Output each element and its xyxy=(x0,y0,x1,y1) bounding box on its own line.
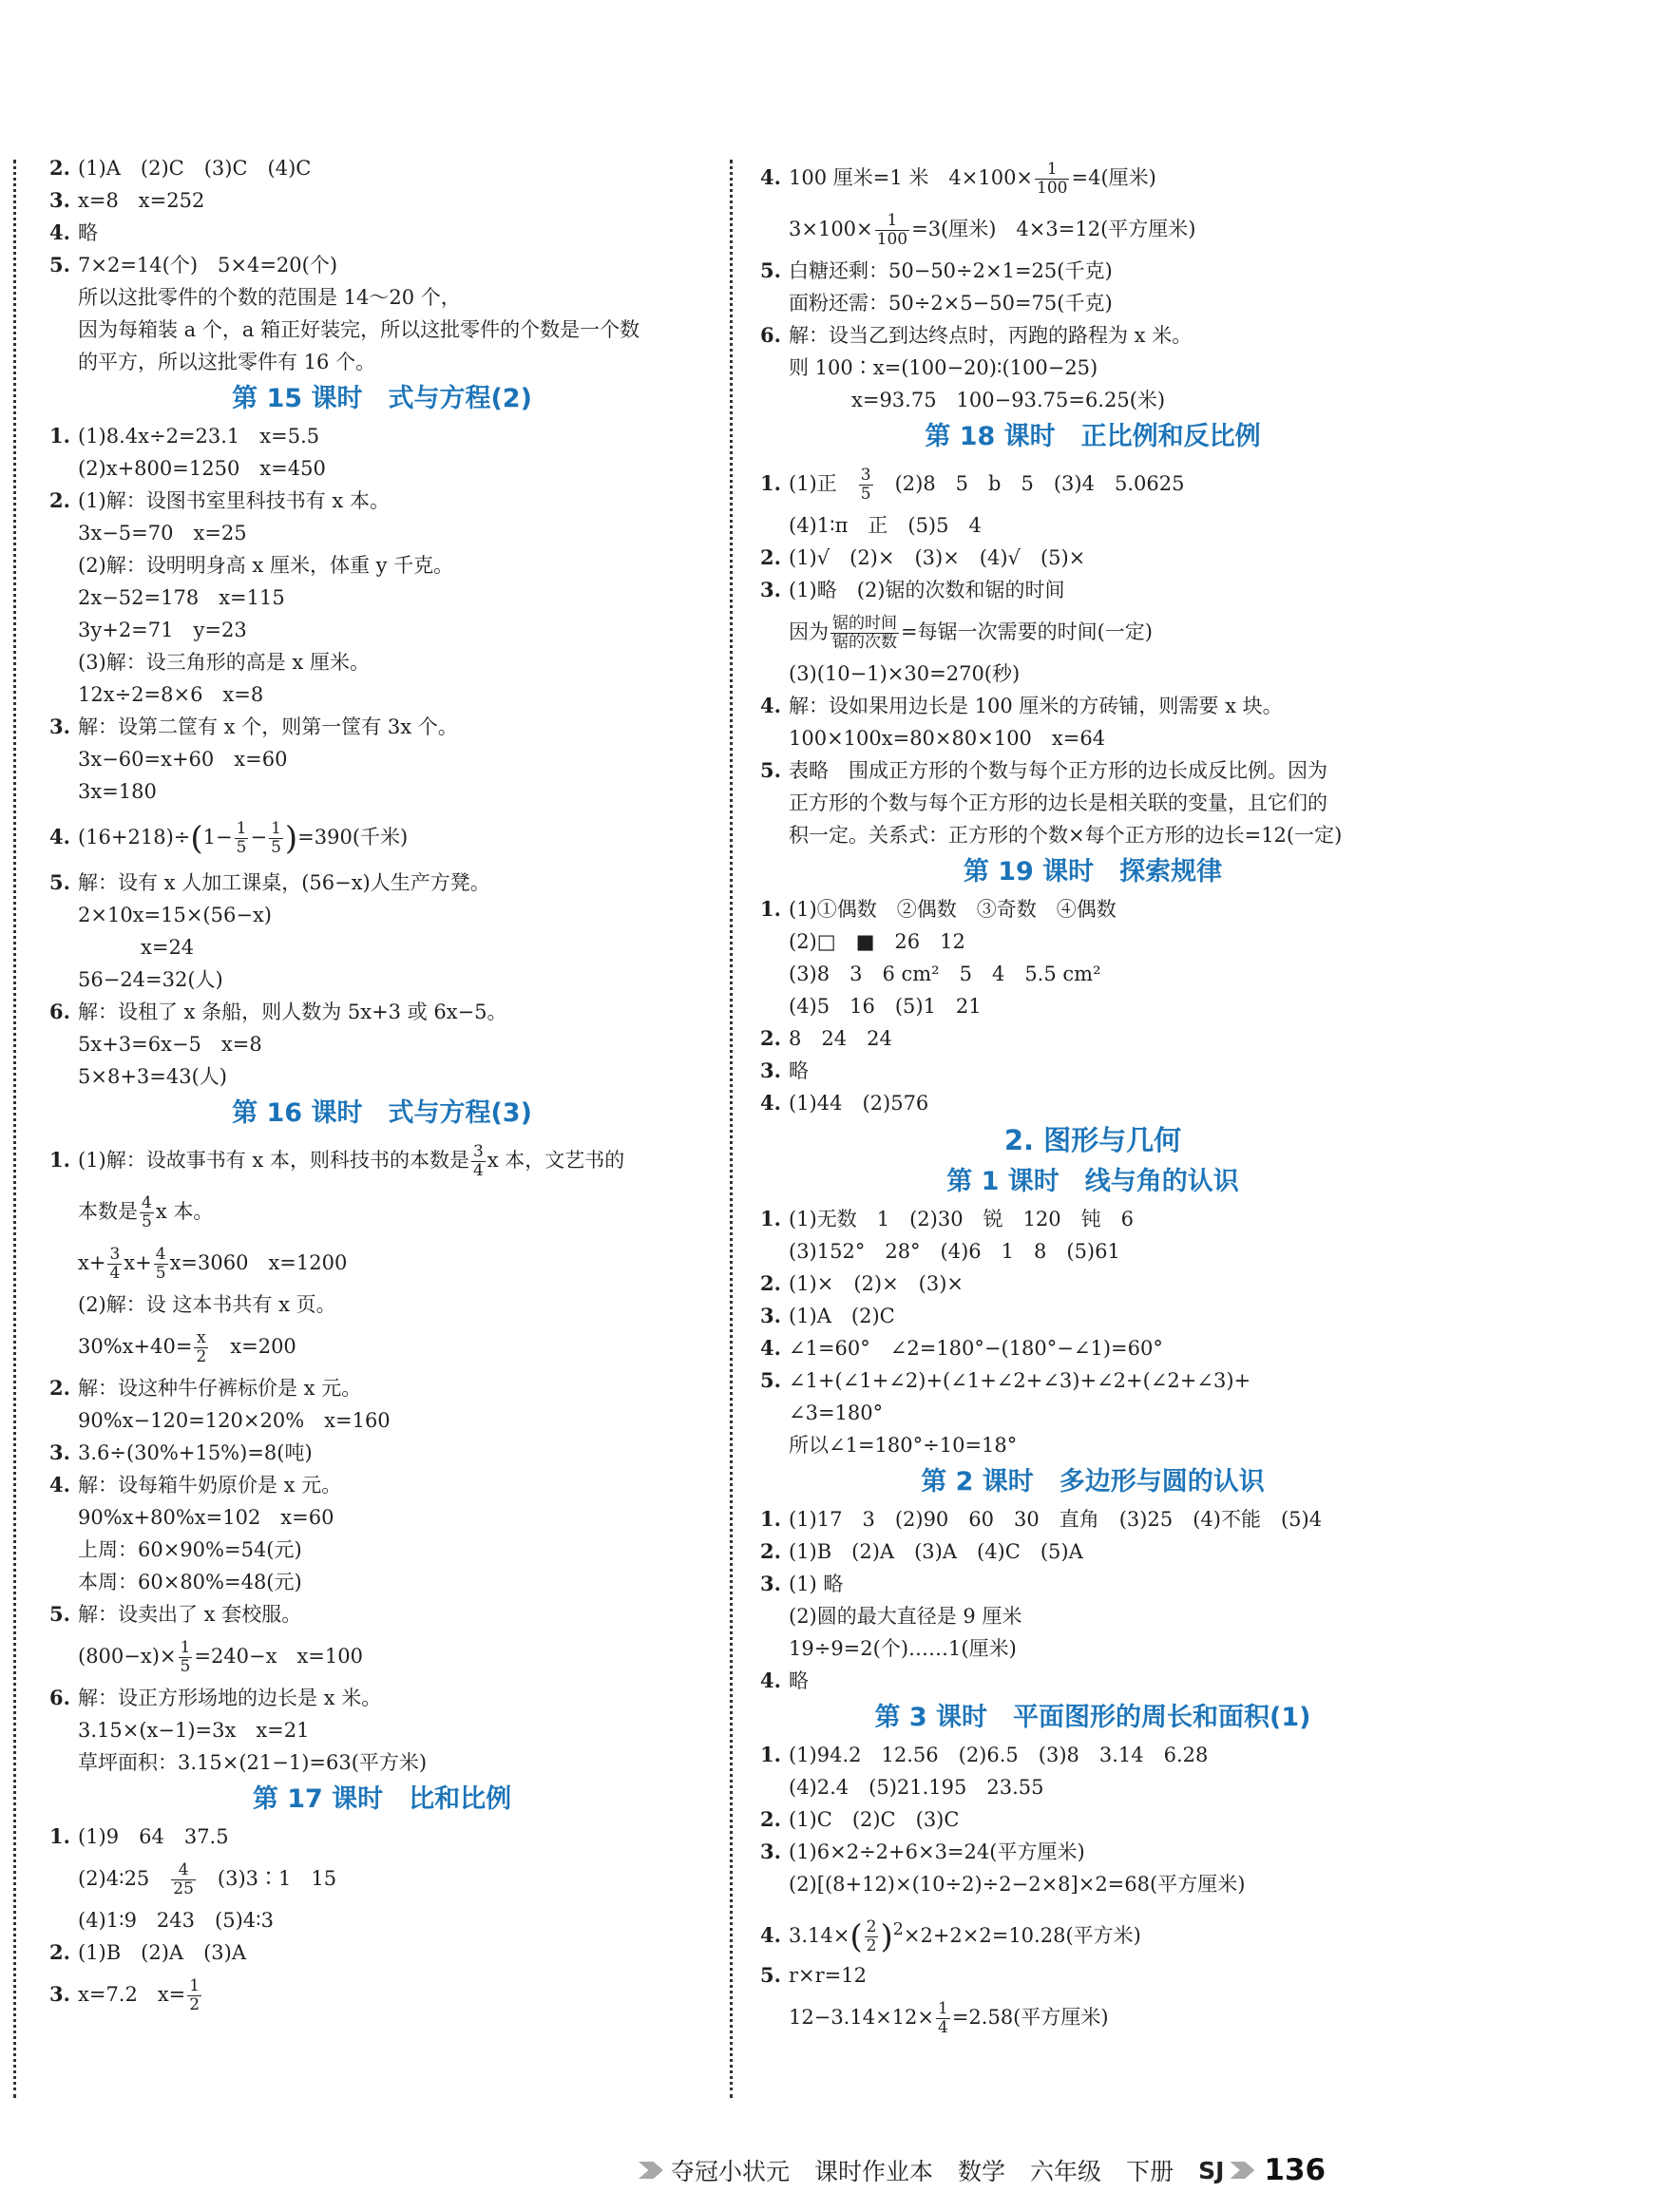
answer-line: (2)解：设明明身高 x 厘米，体重 y 千克。 xyxy=(78,554,454,577)
answer-line: 5x+3=6x−5 x=8 xyxy=(78,1033,262,1056)
page-number: 136 xyxy=(1264,2153,1327,2187)
chapter-heading: 2. 图形与几何 xyxy=(1003,1124,1182,1156)
section-heading: 第 2 课时 多边形与圆的认识 xyxy=(921,1467,1265,1497)
answer-line: 2. (1)A (2)C (3)C (4)C xyxy=(49,156,312,180)
answer-line: 3.15×(x−1)=3x x=21 xyxy=(78,1719,310,1742)
answer-line: 5. ∠1+(∠1+∠2)+(∠1+∠2+∠3)+∠2+(∠2+∠3)+ xyxy=(760,1368,1251,1392)
section-heading: 第 1 课时 线与角的认识 xyxy=(946,1167,1239,1196)
answer-line: 2. (1)C (2)C (3)C xyxy=(760,1807,960,1831)
fraction: $\frac{1}{100}$ xyxy=(1037,160,1068,198)
answer-line: 5×8+3=43(人) xyxy=(78,1065,227,1088)
answer-line: 3. (1) 略 xyxy=(760,1572,844,1595)
answer-line: 1. (1)94.2 12.56 (2)6.5 (3)8 3.14 6.28 xyxy=(760,1743,1209,1766)
fraction: $\frac{4}{25}$ xyxy=(173,1860,194,1898)
answer-line: 4. 解：设每箱牛奶原价是 x 元。 xyxy=(49,1473,342,1497)
section-heading: 第 3 课时 平面图形的周长和面积(1) xyxy=(874,1703,1311,1732)
answer-line: (2)x+800=1250 x=450 xyxy=(78,457,326,480)
answer-line: 3. x=7.2 x= $\frac{1}{2}$ xyxy=(49,1976,200,2014)
answer-line: 6. 解：设当乙到达终点时，丙跑的路程为 x 米。 xyxy=(760,323,1193,347)
column-divider xyxy=(730,160,733,2098)
answer-line: 1. (1)解：设故事书有 x 本，则科技书的本数是 $\frac{3}{4}$ x 本，文艺书的 xyxy=(49,1142,625,1180)
section-heading: 第 18 课时 正比例和反比例 xyxy=(925,422,1261,451)
answer-line: 19÷9=2(个)……1(厘米) xyxy=(789,1637,1017,1660)
answer-line: 2. (1)× (2)× (3)× xyxy=(760,1271,964,1295)
answer-line: (2)[(8+12)×(10÷2)÷2−2×8]×2=68(平方厘米) xyxy=(789,1873,1246,1896)
answer-line: (3)152° 28° (4)6 1 8 (5)61 xyxy=(789,1240,1120,1263)
answer-line: 3×100× $\frac{1}{100}$ =3(厘米) 4×3=12(平方厘米) xyxy=(789,211,1196,249)
answer-line: x=93.75 100−93.75=6.25(米) xyxy=(851,389,1166,411)
fraction: $\frac{\text{锯的时间}}{\text{锯的次数}}$ xyxy=(832,614,897,652)
answer-line: 1. (1)9 64 37.5 xyxy=(49,1824,229,1848)
answer-line: 2. (1)解：设图书室里科技书有 x 本。 xyxy=(49,488,390,512)
exponent: 2 xyxy=(892,1920,904,1939)
answer-line: 面粉还需：50÷2×5−50=75(千克) xyxy=(789,292,1113,315)
answer-line: 积一定。关系式：正方形的个数×每个正方形的边长=12(一定) xyxy=(789,824,1343,847)
answer-line: 上周：60×90%=54(元) xyxy=(78,1538,302,1561)
answer-line: 草坪面积：3.15×(21−1)=63(平方米) xyxy=(78,1751,428,1774)
answer-line: (4)1∶π 正 (5)5 4 xyxy=(789,514,982,537)
answer-line: 因为每箱装 a 个，a 箱正好装完，所以这批零件的个数是一个数 xyxy=(78,318,640,341)
footer-subject: 数学 xyxy=(958,2158,1006,2185)
footer-book: 课时作业本 xyxy=(814,2158,934,2185)
fraction: $\frac{1}{100}$ xyxy=(876,211,908,249)
arrow-icon xyxy=(1230,2162,1254,2179)
answer-line: 5. 白糖还剩：50−50÷2×1=25(千克) xyxy=(760,258,1113,282)
paren-open: ( xyxy=(850,1917,863,1956)
fraction: $\frac{1}{5}$ xyxy=(271,819,281,857)
answer-line: 12x÷2=8×6 x=8 xyxy=(78,683,264,706)
answer-line: (2)□ ■ 26 12 xyxy=(789,930,965,953)
answer-line: 2x−52=178 x=115 xyxy=(78,586,285,609)
answer-line: 12−3.14×12× $\frac{1}{4}$ =2.58(平方厘米) xyxy=(789,1999,1109,2037)
answer-line: 2. 8 24 24 xyxy=(760,1026,892,1050)
answer-line: 本数是 $\frac{4}{5}$ x 本。 xyxy=(78,1193,214,1231)
fraction: $\frac{3}{4}$ xyxy=(472,1142,484,1180)
answer-line: 本周：60×80%=48(元) xyxy=(78,1571,302,1593)
footer-edition: SJ xyxy=(1198,2156,1225,2184)
answer-line: (2)4∶25 $\frac{4}{25}$ (3)3∶1 15 xyxy=(78,1860,337,1898)
answer-line: 4. (1)44 (2)576 xyxy=(760,1091,929,1115)
paren-open: ( xyxy=(190,819,203,858)
answer-line: 则 100∶x=(100−20)∶(100−25) xyxy=(789,356,1098,379)
footer-grade: 六年级 xyxy=(1030,2158,1102,2185)
answer-line: 3. 3.6÷(30%+15%)=8(吨) xyxy=(49,1440,313,1464)
answer-line: 100×100x=80×80×100 x=64 xyxy=(789,727,1106,750)
answer-line: 5. 表略 围成正方形的个数与每个正方形的边长成反比例。因为 xyxy=(760,758,1327,782)
arrow-icon xyxy=(639,2162,663,2179)
answer-line: (2)解：设 这本书共有 x 页。 xyxy=(78,1293,336,1316)
answer-line: 4. 100 厘米=1 米 4×100× $\frac{1}{100}$ =4(厘米) xyxy=(760,160,1156,198)
answer-line: 3. (1)6×2÷2+6×3=24(平方厘米) xyxy=(760,1840,1085,1863)
answer-line: 5. r×r=12 xyxy=(760,1963,867,1987)
answer-line: 6. 解：设租了 x 条船，则人数为 5x+3 或 6x−5。 xyxy=(49,1000,507,1023)
answer-line: 4. (16+218)÷(1− $\frac{1}{5}$ − $\frac{1}{5}$ )=390(千米) xyxy=(49,819,409,858)
answer-line: (800−x)× $\frac{1}{5}$ =240−x x=100 xyxy=(78,1638,363,1676)
answer-line: 2. (1)B (2)A (3)A xyxy=(49,1940,247,1964)
answer-line: 6. 解：设正方形场地的边长是 x 米。 xyxy=(49,1686,382,1709)
answer-line: 正方形的个数与每个正方形的边长是相关联的变量，且它们的 xyxy=(789,791,1327,814)
answer-line: 2. (1)√ (2)× (3)× (4)√ (5)× xyxy=(760,545,1086,569)
answer-line: 1. (1)正 $\frac{3}{5}$ (2)8 5 b 5 (3)4 5.0625 xyxy=(760,466,1185,504)
answer-line: (4)1∶9 243 (5)4∶3 xyxy=(78,1909,274,1932)
answer-line: 5. 解：设卖出了 x 套校服。 xyxy=(49,1602,302,1626)
answer-line: 3x−5=70 x=25 xyxy=(78,522,247,544)
answer-line: 90%x+80%x=102 x=60 xyxy=(78,1506,334,1529)
answer-line: 所以∠1=180°÷10=18° xyxy=(789,1434,1018,1457)
answer-line: 3x−60=x+60 x=60 xyxy=(78,748,288,771)
answer-line: 3. 解：设第二筐有 x 个，则第一筐有 3x 个。 xyxy=(49,715,458,738)
answer-line: 5. 7×2=14(个) 5×4=20(个) xyxy=(49,253,338,276)
answer-line: 3. x=8 x=252 xyxy=(49,188,205,212)
answer-line: 2. 解：设这种牛仔裤标价是 x 元。 xyxy=(49,1376,362,1400)
answer-line: (3)8 3 6 cm² 5 4 5.5 cm² xyxy=(789,963,1101,985)
answer-line: 4. 略 xyxy=(760,1669,809,1692)
answer-line: 1. (1)17 3 (2)90 60 30 直角 (3)25 (4)不能 (5)4 xyxy=(760,1507,1323,1531)
paren-close: ) xyxy=(880,1917,893,1956)
answer-line: (4)2.4 (5)21.195 23.55 xyxy=(789,1776,1044,1799)
paren-close: ) xyxy=(284,819,298,858)
answer-line: 1. (1)无数 1 (2)30 锐 120 钝 6 xyxy=(760,1207,1135,1230)
answer-line: 30%x+40= $\frac{x}{2}$ x=200 xyxy=(78,1328,296,1366)
answer-line: 的平方，所以这批零件有 16 个。 xyxy=(78,351,376,373)
answer-line: 1. (1)8.4x÷2=23.1 x=5.5 xyxy=(49,424,320,448)
answer-line: 3x=180 xyxy=(78,780,157,803)
page-footer xyxy=(639,2149,1326,2191)
right-column xyxy=(760,152,1425,2043)
answer-line: 4. ∠1=60° ∠2=180°−(180°−∠1)=60° xyxy=(760,1336,1163,1360)
answer-line: 3. (1)A (2)C xyxy=(760,1304,895,1327)
fraction: $\frac{4}{5}$ xyxy=(142,1193,152,1231)
answer-line: (2)圆的最大直径是 9 厘米 xyxy=(789,1605,1022,1628)
answer-line: 90%x−120=120×20% x=160 xyxy=(78,1409,391,1432)
answer-line: x+ $\frac{3}{4}$ x+ $\frac{4}{5}$ x=3060 x=1200 xyxy=(78,1245,348,1283)
answer-line: 56−24=32(人) xyxy=(78,968,223,991)
fraction: $\frac{x}{2}$ xyxy=(196,1328,207,1366)
answer-line: 因为 $\frac{\text{锯的时间}}{\text{锯的次数}}$ =每锯一次需要的时间(一定) xyxy=(789,614,1153,652)
left-binding-dots xyxy=(13,160,16,2098)
fraction: $\frac{1}{5}$ xyxy=(180,1638,191,1676)
answer-line: 2. (1)B (2)A (3)A (4)C (5)A xyxy=(760,1539,1083,1563)
answer-line: 3y+2=71 y=23 xyxy=(78,619,247,641)
section-heading: 第 16 课时 式与方程(3) xyxy=(232,1098,532,1128)
footer-brand: 夺冠小状元 xyxy=(671,2158,791,2185)
left-column xyxy=(49,152,715,2020)
answer-line: (4)5 16 (5)1 21 xyxy=(789,995,982,1018)
answer-line: 4. 略 xyxy=(49,220,98,244)
answer-line: 4. 3.14×( $\frac{2}{2}$ )$^2$×2+2×2=10.28(平方米) xyxy=(760,1917,1141,1956)
fraction: $\frac{3}{5}$ xyxy=(860,466,871,504)
answer-line: 3. 略 xyxy=(760,1058,809,1082)
fraction: $\frac{2}{2}$ xyxy=(866,1917,877,1955)
answer-line: x=24 xyxy=(141,936,195,959)
section-heading: 第 19 课时 探索规律 xyxy=(963,857,1223,887)
answer-line: 所以这批零件的个数的范围是 14～20 个， xyxy=(78,286,461,309)
answer-line: 1. (1)①偶数 ②偶数 ③奇数 ④偶数 xyxy=(760,897,1117,921)
fraction: $\frac{3}{4}$ xyxy=(109,1245,121,1283)
footer-volume: 下册 xyxy=(1126,2158,1174,2185)
answer-line: 4. 解：设如果用边长是 100 厘米的方砖铺，则需要 x 块。 xyxy=(760,694,1283,717)
fraction: $\frac{1}{4}$ xyxy=(938,1999,948,2037)
answer-line: (3)解：设三角形的高是 x 厘米。 xyxy=(78,651,370,674)
answer-line: 5. 解：设有 x 人加工课桌，(56−x)人生产方凳。 xyxy=(49,870,490,894)
fraction: $\frac{4}{5}$ xyxy=(155,1245,166,1283)
answer-line: (3)(10−1)×30=270(秒) xyxy=(789,662,1021,685)
fraction: $\frac{1}{5}$ xyxy=(236,819,247,857)
section-heading: 第 15 课时 式与方程(2) xyxy=(232,384,532,413)
answer-line: 2×10x=15×(56−x) xyxy=(78,904,272,926)
answer-line: 3. (1)略 (2)锯的次数和锯的时间 xyxy=(760,578,1065,601)
fraction: $\frac{1}{2}$ xyxy=(189,1976,200,2014)
section-heading: 第 17 课时 比和比例 xyxy=(252,1784,512,1814)
answer-line: ∠3=180° xyxy=(789,1402,884,1424)
